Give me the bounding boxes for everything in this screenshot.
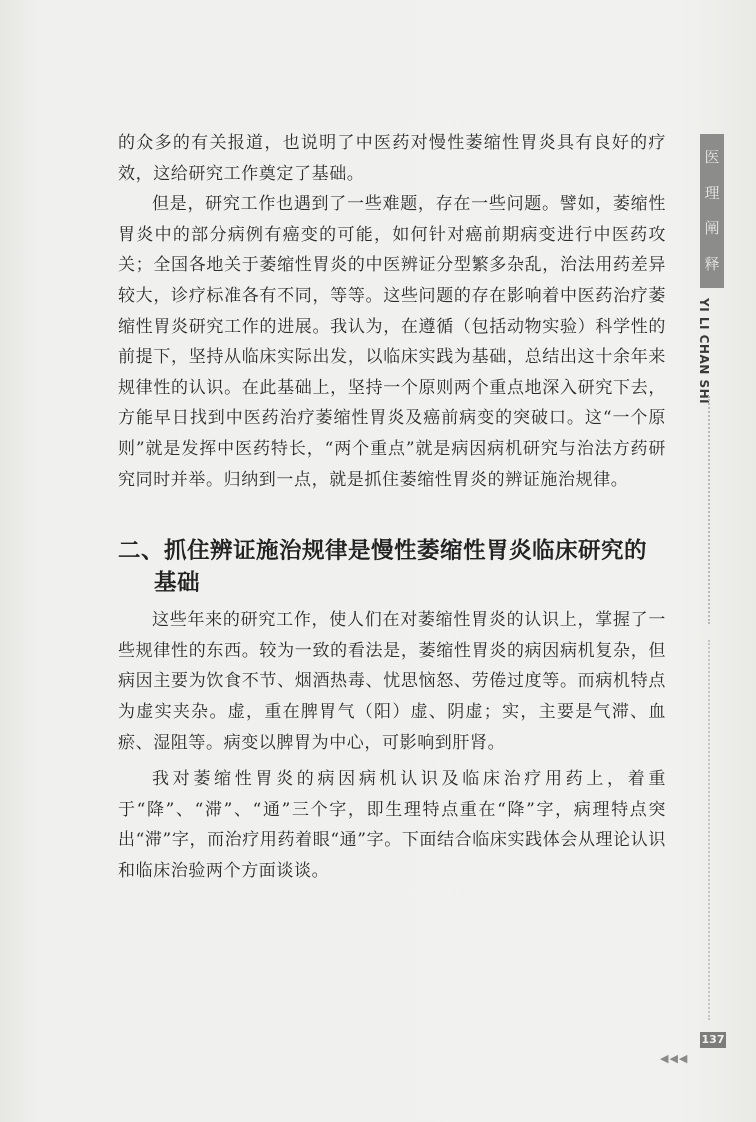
section-tab-char: 释 [704,254,720,273]
body-text [118,128,666,886]
section-pinyin: YI LI CHAN SHI [697,298,711,405]
page-number: 137 [701,1033,725,1046]
arrow-left-icon: ◀◀◀ [660,1052,689,1065]
section-heading: 二、抓住辨证施治规律是慢性萎缩性胃炎临床研究的基础 [118,538,648,597]
section-tab-char: 理 [704,183,720,202]
side-dotted-rule [708,396,710,624]
paragraph-difficulties: 但是，研究工作也遇到了一些难题，存在一些问题。譬如，萎缩性胃炎中的部分病例有癌变的可能，如何针对癌前期病变进行中医药攻关；全国各地关于萎缩性胃炎的中医辨证分型繁多杂乱，治法用药差异较大，诊疗标准各有不同，等等。这些问题的存在影响着中医药治疗萎缩性胃炎研究工作的进展。我认为，在遵循（包括动物实验）科学性的前提下，坚持从临床实际出发，以临床实践为基础，总结出这十余年来规律性的认识。在此基础上，坚持一个原则两个重点地深入研究下去，方能早日找到中医药治疗萎缩性胃炎及癌前病变的突破口。这“一个原则”就是发挥中医药特长，“两个重点”就是病因病机研究与治法方药研究同时并举。归纳到一点，就是抓住萎缩性胃炎的辨证施治规律。 [118,194,666,490]
section-tab-char: 医 [704,148,720,167]
section-tab-char: 阐 [704,219,720,238]
side-dotted-rule-lower [708,640,710,1020]
paragraph-continuation: 的众多的有关报道，也说明了中医药对慢性萎缩性胃炎具有良好的疗效，这给研究工作奠定了基础。 [118,133,666,184]
section-tab [700,134,724,288]
paragraph-research-findings: 这些年来的研究工作，使人们在对萎缩性胃炎的认识上，掌握了一些规律性的东西。较为一致的看法是，萎缩性胃炎的病因病机复杂，但病因主要为饮食不节、烟酒热毒、忧思恼怒、劳倦过度等。而病机特点为虚实夹杂。虚，重在脾胃气（阳）虚、阴虚；实，主要是气滞、血瘀、湿阻等。病变以脾胃为中心，可影响到肝肾。 [118,610,666,753]
paragraph-three-characters: 我对萎缩性胃炎的病因病机认识及临床治疗用药上，着重于“降”、“滞”、“通”三个字，即生理特点重在“降”字，病理特点突出“滞”字，而治疗用药着眼“通”字。下面结合临床实践体会从理论认识和临床治验两个方面谈谈。 [118,769,666,881]
